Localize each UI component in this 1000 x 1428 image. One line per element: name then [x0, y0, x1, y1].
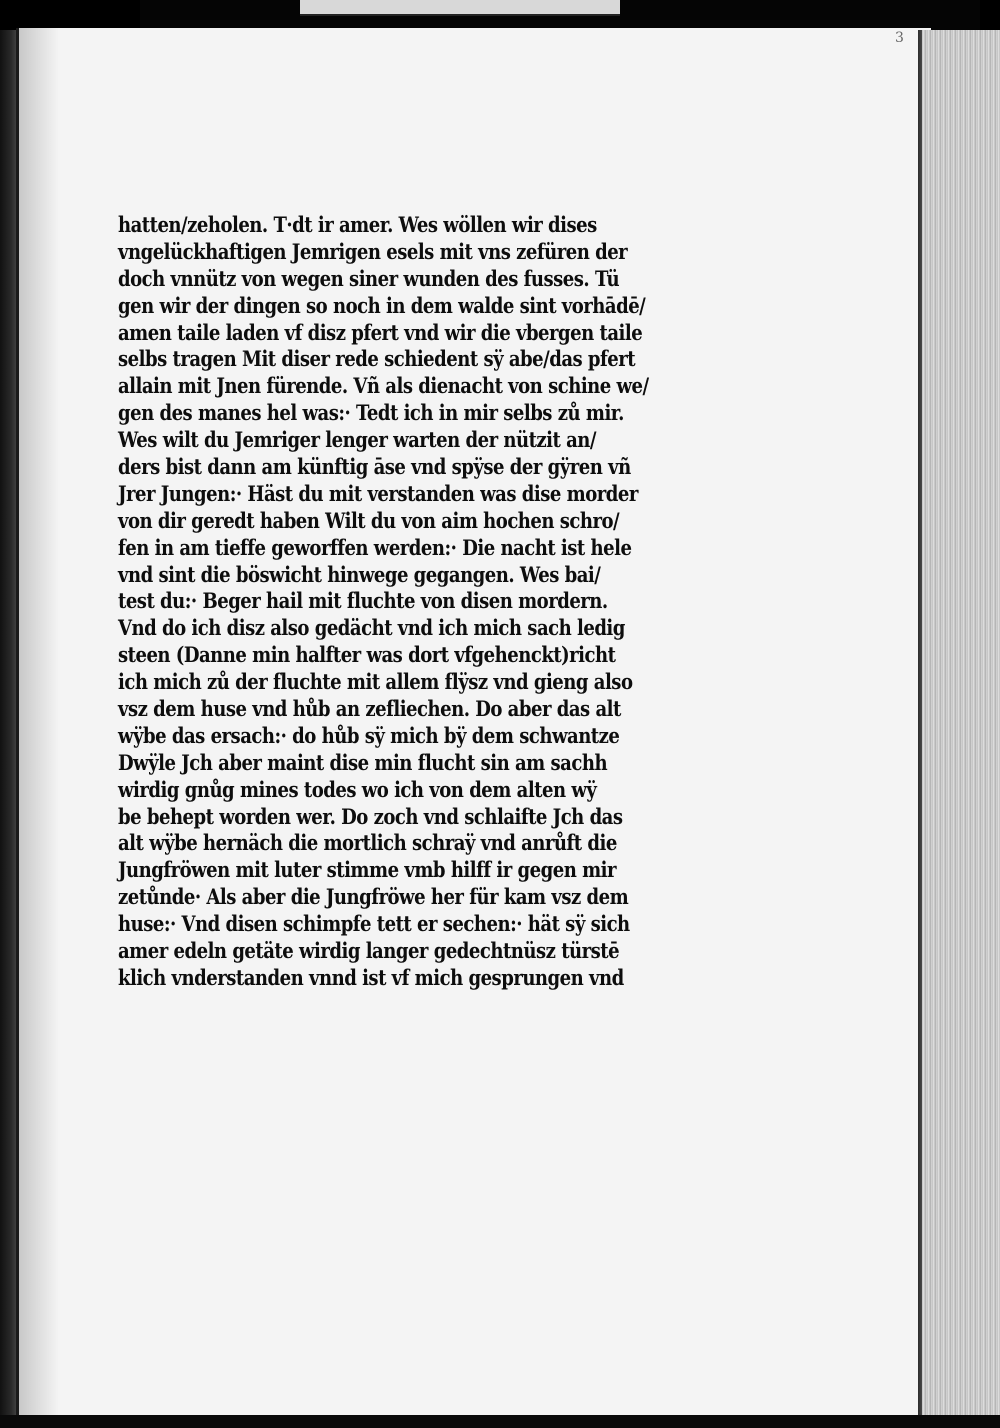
text-line: Vnd do ich disz also gedächt vnd ich mich sach ledig	[118, 615, 625, 641]
text-line: amer edeln getäte wirdig langer gedechtnüsz türstē	[118, 938, 620, 964]
bottom-scan-border	[0, 1415, 1000, 1428]
text-line: selbs tragen Mit diser rede schiedent sÿ abe/das pfert	[118, 346, 636, 372]
text-line: Wes wilt du Jemriger lenger warten der nützit an/	[118, 427, 596, 453]
text-line: Jungfröwen mit luter stimme vmb hilff ir gegen mir	[118, 857, 617, 883]
text-line: gen des manes hel was:· Tedt ich in mir selbs zů mir.	[118, 400, 624, 426]
text-line: be behept worden wer. Do zoch vnd schlaifte Jch das	[118, 803, 623, 829]
fore-edge-page-stack	[922, 30, 1000, 1415]
text-line: huse:· Vnd disen schimpfe tett er sechen:· hät sÿ sich	[118, 911, 630, 937]
text-line: doch vnnütz von wegen siner wunden des fusses. Tü	[118, 265, 620, 291]
text-line: gen wir der dingen so noch in dem walde sint vorhādē/	[118, 292, 646, 318]
text-line: wÿbe das ersach:· do hůb sÿ mich bÿ dem schwantze	[118, 722, 620, 748]
folio-number: 3	[895, 30, 905, 46]
text-line: vngelückhaftigen Jemrigen esels mit vns zefüren der	[118, 238, 628, 264]
text-line: vsz dem huse vnd hůb an zefliechen. Do aber das alt	[118, 696, 621, 722]
text-line: zetůnde· Als aber die Jungfröwe her für kam vsz dem	[118, 884, 629, 910]
text-line: Dwÿle Jch aber maint dise min flucht sin am sachh	[118, 749, 608, 775]
top-page-tab	[300, 0, 620, 16]
text-line: von dir geredt haben Wilt du von aim hochen schro/	[118, 507, 620, 533]
text-line: alt wÿbe hernäch die mortlich schraÿ vnd anrůft die	[118, 830, 617, 856]
text-line: wirdig gnůg mines todes wo ich von dem alten wÿ	[118, 776, 597, 802]
text-block	[118, 212, 688, 992]
text-line: ich mich zů der fluchte mit allem flÿsz vnd gieng also	[118, 669, 633, 695]
text-line: hatten/zeholen. T·dt ir amer. Wes wöllen wir dises	[118, 212, 597, 237]
text-line: allain mit Jnen fürende. Vñ als dienacht von schine we/	[118, 373, 649, 399]
gutter-shadow	[19, 28, 59, 1420]
text-line: test du:· Beger hail mit fluchte von disen mordern.	[118, 588, 608, 614]
text-line: amen taile laden vf disz pfert vnd wir die vbergen taile	[118, 319, 643, 345]
text-line: steen (Danne min halfter was dort vfgehenckt)richt	[118, 642, 616, 668]
text-line: ders bist dann am künftig āse vnd spÿse der gÿren vñ	[118, 454, 631, 480]
text-line: vnd sint die böswicht hinwege gegangen. Wes bai/	[118, 561, 601, 587]
text-line: fen in am tieffe geworffen werden:· Die nacht ist hele	[118, 534, 632, 560]
text-line: klich vnderstanden vnnd ist vf mich gesprungen vnd	[118, 964, 624, 990]
text-line: Jrer Jungen:· Häst du mit verstanden was dise morder	[118, 480, 638, 506]
